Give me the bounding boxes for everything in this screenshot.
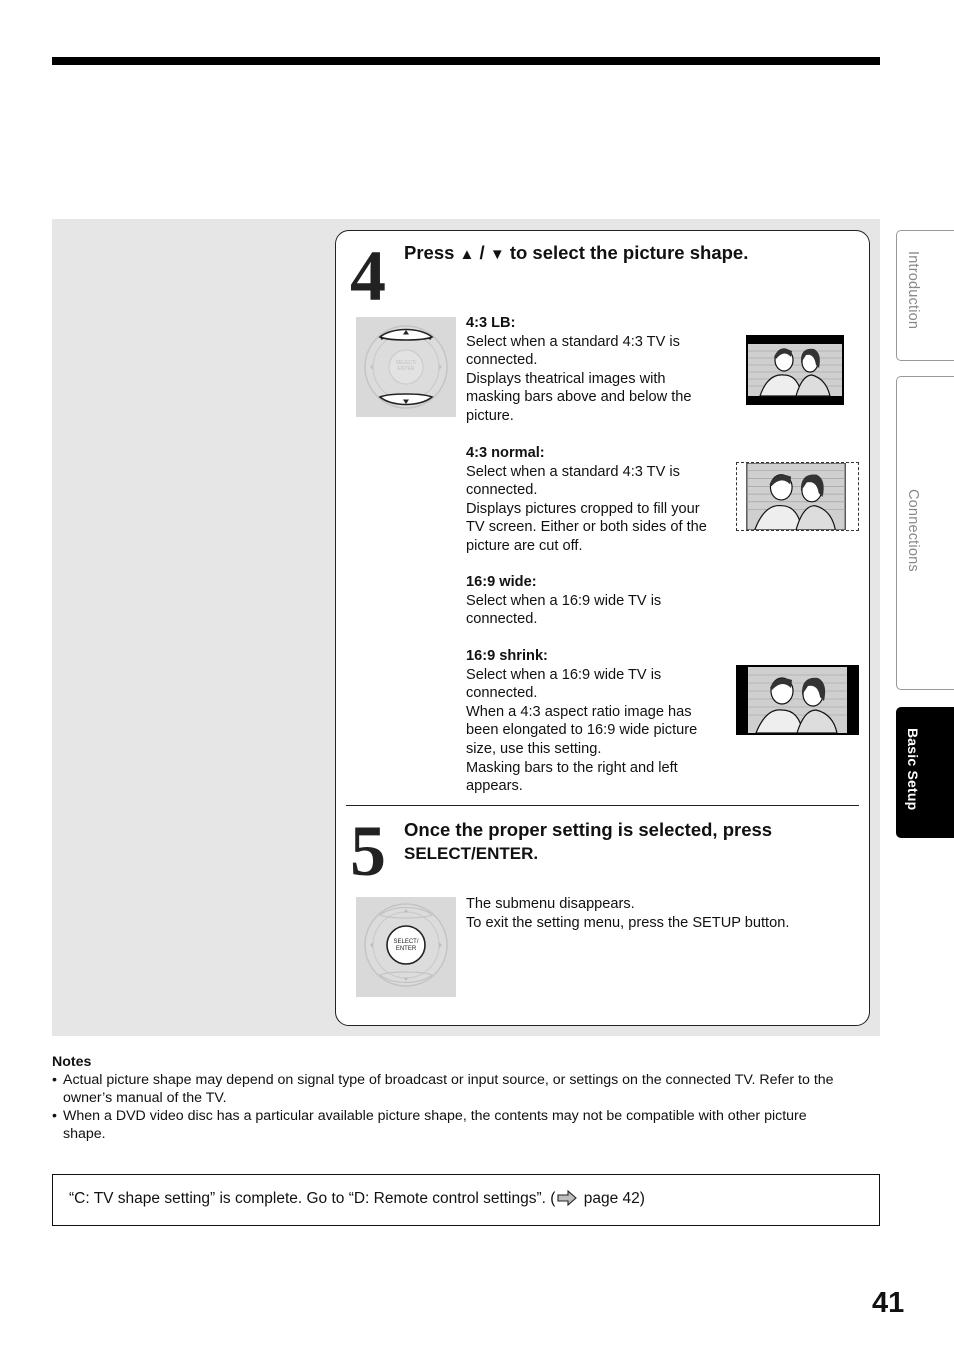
step-4-number: 4: [350, 236, 386, 316]
option-heading: 16:9 shrink:: [466, 648, 548, 664]
tab-basic-setup[interactable]: Basic Setup: [896, 707, 954, 838]
option-16-9-wide: 16:9 wide: Select when a 16:9 wide TV is connected.: [466, 574, 662, 628]
option-4-3-normal: 4:3 normal: Select when a standard 4:3 TV is connected. Displays pictures cropped to fill your TV screen. Either or both sides of the picture are cut off.: [466, 445, 707, 554]
step-divider: [346, 805, 859, 806]
bullet-icon: •: [52, 1108, 57, 1124]
svg-text:ENTER: ENTER: [397, 366, 415, 372]
bullet-icon: •: [52, 1072, 57, 1088]
select-enter-button-icon: [356, 897, 456, 997]
down-arrow-icon: ▼: [489, 246, 505, 263]
option-heading: 4:3 normal:: [466, 445, 545, 461]
tab-connections[interactable]: Connections: [896, 376, 954, 690]
tab-introduction[interactable]: Introduction: [896, 230, 954, 361]
tv-shrink-picture: [736, 665, 859, 735]
top-rule: [52, 57, 880, 65]
step-5-description: The submenu disappears. To exit the setting menu, press the SETUP button.: [466, 896, 790, 931]
note-item: • Actual picture shape may depend on signal type of broadcast or input source, or settings on the connected TV. Refer to the owner’s manual of the TV.: [52, 1072, 834, 1106]
dpad-icon: [356, 317, 456, 417]
option-16-9-shrink: 16:9 shrink: Select when a 16:9 wide TV is connected. When a 4:3 aspect ratio image has been elongated to 16:9 wide picture size, use this setting. Masking bars to the right and left appears.: [466, 648, 698, 795]
up-arrow-icon: ▲: [459, 246, 475, 263]
svg-text:ENTER: ENTER: [395, 946, 417, 952]
page-link[interactable]: page 42): [579, 1190, 645, 1207]
tv-letterbox-picture: [746, 335, 844, 405]
svg-text:SELECT/: SELECT/: [395, 360, 417, 366]
step-5-title: Once the proper setting is selected, press SELECT/ENTER.: [404, 819, 773, 863]
tv-normal-cropped-picture: [736, 462, 859, 531]
option-heading: 16:9 wide:: [466, 574, 537, 590]
step-5-number: 5: [350, 811, 386, 891]
svg-text:SELECT/: SELECT/: [393, 939, 419, 945]
remote-dpad-up-down-illustration: [356, 317, 456, 417]
notes-list: [52, 1071, 882, 1143]
completion-notice: “C: TV shape setting” is complete. Go to “D: Remote control settings”. ( page 42): [52, 1174, 880, 1226]
option-4-3-lb: 4:3 LB: Select when a standard 4:3 TV is connected. Displays theatrical images with masking bars above and below the picture.: [466, 315, 692, 424]
remote-select-enter-illustration: [356, 897, 456, 997]
note-item: • When a DVD video disc has a particular available picture shape, the contents may not be compatible with other picture shape.: [52, 1108, 807, 1142]
option-heading: 4:3 LB:: [466, 315, 516, 331]
page-number: 41: [872, 1287, 905, 1319]
page-reference-arrow-icon: [557, 1190, 577, 1206]
notes-title: Notes: [52, 1054, 92, 1070]
step-4-title: Press ▲ / ▼ to select the picture shape.: [404, 242, 749, 263]
notes-section: [52, 1053, 882, 1143]
